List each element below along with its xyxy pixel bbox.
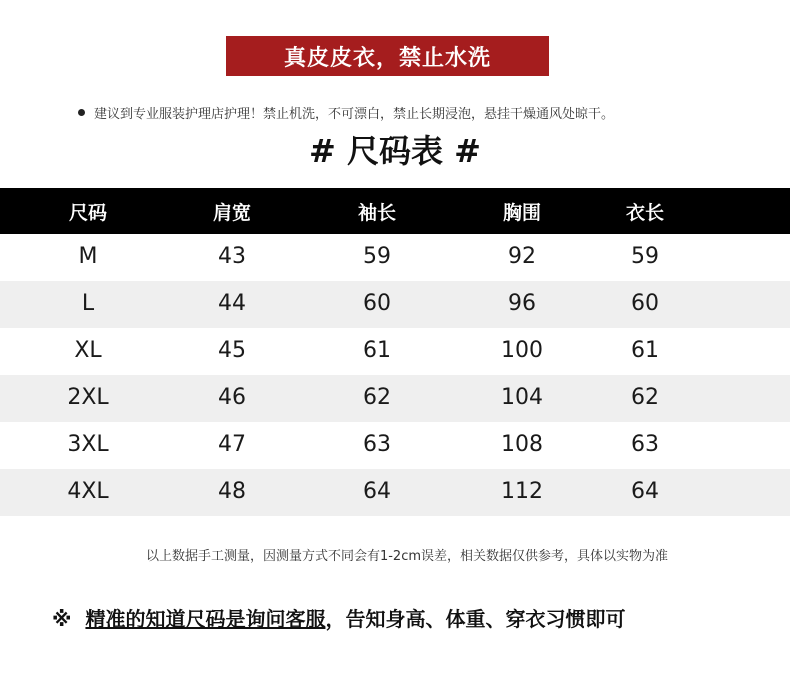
cell-chest: 112 (501, 479, 543, 504)
cell-shoulder: 44 (218, 291, 246, 316)
cell-size: M (78, 244, 98, 269)
cell-chest: 104 (501, 385, 543, 410)
header-length: 衣长 (625, 202, 664, 224)
cell-length: 60 (631, 291, 659, 316)
cell-sleeve: 62 (363, 385, 391, 410)
reference-mark-icon: ※ (52, 607, 72, 631)
cell-shoulder: 48 (218, 479, 246, 504)
size-advice (52, 603, 625, 632)
cell-sleeve: 60 (363, 291, 391, 316)
cell-sleeve: 59 (363, 244, 391, 269)
cell-sleeve: 63 (363, 432, 391, 457)
cell-chest: 96 (508, 291, 536, 316)
table-row (0, 328, 790, 375)
cell-sleeve: 64 (363, 479, 391, 504)
advice-rest: ，告知身高、体重、穿衣习惯即可 (325, 607, 626, 631)
care-instruction (78, 103, 778, 122)
cell-size: 3XL (67, 432, 109, 457)
cell-chest: 92 (508, 244, 536, 269)
cell-length: 62 (631, 385, 659, 410)
advice-underlined: 精准的知道尺码是询问客服 (85, 607, 326, 631)
header-shoulder: 肩宽 (212, 202, 251, 224)
header-chest: 胸围 (502, 202, 541, 224)
cell-length: 63 (631, 432, 659, 457)
bullet-icon (78, 109, 85, 116)
cell-size: 2XL (67, 385, 109, 410)
cell-length: 64 (631, 479, 659, 504)
cell-length: 61 (631, 338, 659, 363)
cell-chest: 108 (501, 432, 543, 457)
table-row (0, 234, 790, 281)
measurement-note: 以上数据手工测量，因测量方式不同会有1-2cm误差，相关数据仅供参考，具体以实物为准 (145, 549, 669, 564)
cell-shoulder: 47 (218, 432, 246, 457)
table-row (0, 422, 790, 469)
cell-shoulder: 43 (218, 244, 246, 269)
title-banner: 真皮皮衣，禁止水洗 (226, 36, 549, 76)
cell-sleeve: 61 (363, 338, 391, 363)
table-row (0, 375, 790, 422)
cell-size: XL (74, 338, 102, 363)
cell-length: 59 (631, 244, 659, 269)
header-sleeve: 袖长 (357, 202, 396, 224)
table-row (0, 281, 790, 328)
table-header (0, 188, 790, 234)
cell-shoulder: 45 (218, 338, 246, 363)
cell-size: 4XL (67, 479, 109, 504)
cell-size: L (81, 291, 95, 316)
cell-shoulder: 46 (218, 385, 246, 410)
care-text: 建议到专业服装护理店护理！禁止机洗，不可漂白，禁止长期浸泡，悬挂干燥通风处晾干。 (94, 107, 615, 122)
size-chart-title: # 尺码表 # (309, 132, 481, 170)
cell-chest: 100 (501, 338, 543, 363)
table-row (0, 469, 790, 516)
header-size: 尺码 (68, 202, 107, 224)
